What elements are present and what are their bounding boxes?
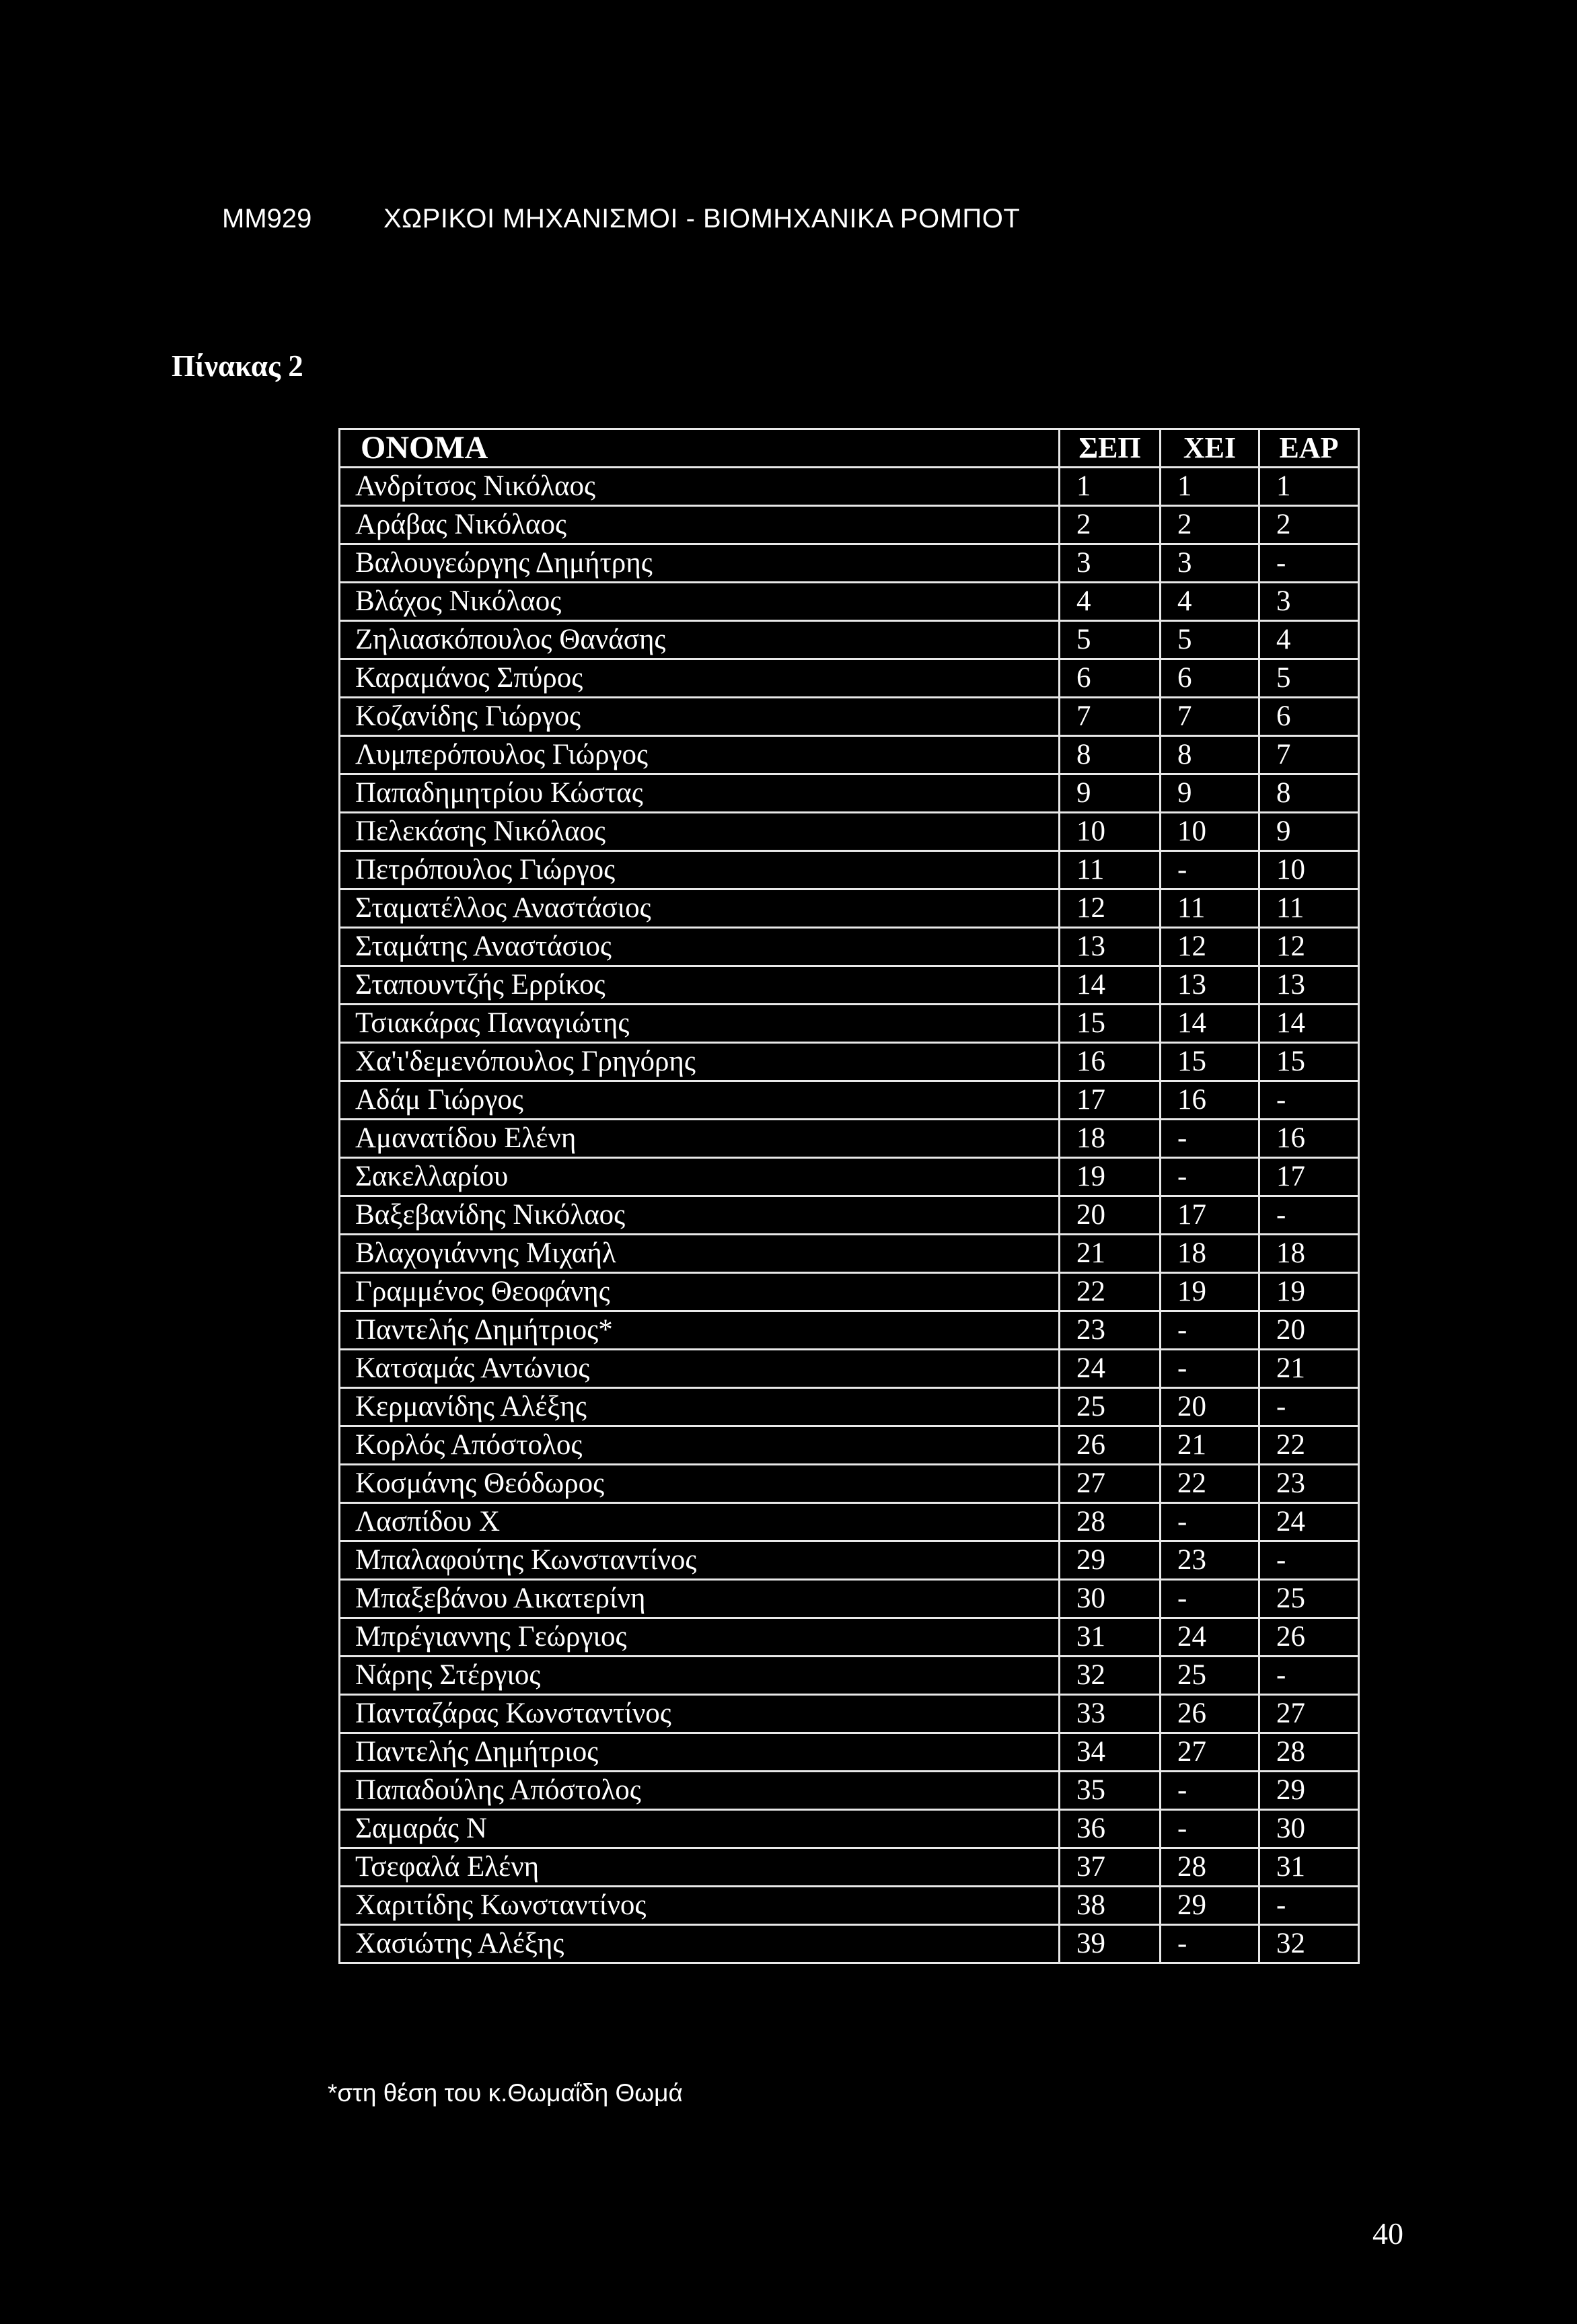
cell-name: Λασπίδου Χ: [340, 1503, 1060, 1541]
cell-name: Μπαλαφούτης Κωνσταντίνος: [340, 1541, 1060, 1580]
cell-xei: 29: [1161, 1887, 1259, 1925]
cell-sep: 33: [1060, 1695, 1161, 1733]
cell-ear: 14: [1259, 1005, 1359, 1043]
cell-xei: 4: [1161, 583, 1259, 621]
cell-sep: 39: [1060, 1925, 1161, 1963]
table-row: [340, 544, 1359, 583]
table-row: [340, 1350, 1359, 1388]
cell-name: Σταματέλλος Αναστάσιος: [340, 889, 1060, 928]
cell-sep: 36: [1060, 1810, 1161, 1848]
table-row: [340, 774, 1359, 813]
cell-ear: 30: [1259, 1810, 1359, 1848]
table-row: [340, 851, 1359, 889]
cell-sep: 30: [1060, 1580, 1161, 1618]
cell-name: Παντελής Δημήτριος*: [340, 1311, 1060, 1350]
cell-xei: 15: [1161, 1043, 1259, 1081]
cell-name: Χαριτίδης Κωνσταντίνος: [340, 1887, 1060, 1925]
table-row: [340, 813, 1359, 851]
table-row: [340, 1618, 1359, 1657]
column-header-xei: ΧΕΙ: [1161, 429, 1259, 468]
cell-xei: 13: [1161, 966, 1259, 1005]
course-title: ΧΩΡΙΚΟΙ ΜΗΧΑΝΙΣΜΟΙ - ΒΙΟΜΗΧΑΝΙΚΑ ΡΟΜΠΟΤ: [383, 204, 1021, 233]
table-row: [340, 583, 1359, 621]
cell-xei: -: [1161, 1580, 1259, 1618]
cell-ear: 6: [1259, 698, 1359, 736]
cell-name: Βαξεβανίδης Νικόλαος: [340, 1196, 1060, 1235]
table-row: [340, 1311, 1359, 1350]
table-header-row: [340, 429, 1359, 468]
table-row: [340, 1465, 1359, 1503]
cell-name: Καραμάνος Σπύρος: [340, 659, 1060, 698]
cell-xei: 6: [1161, 659, 1259, 698]
cell-xei: 1: [1161, 468, 1259, 506]
table-row: [340, 1196, 1359, 1235]
cell-ear: 8: [1259, 774, 1359, 813]
cell-xei: 18: [1161, 1235, 1259, 1273]
cell-name: Σταμάτης Αναστάσιος: [340, 928, 1060, 966]
cell-ear: 24: [1259, 1503, 1359, 1541]
cell-sep: 18: [1060, 1120, 1161, 1158]
cell-xei: 9: [1161, 774, 1259, 813]
cell-sep: 4: [1060, 583, 1161, 621]
table-row: [340, 1273, 1359, 1311]
table-row: [340, 1848, 1359, 1887]
footnote: *στη θέση του κ.Θωμαΐδη Θωμά: [328, 2079, 683, 2107]
cell-name: Χασιώτης Αλέξης: [340, 1925, 1060, 1963]
cell-ear: 26: [1259, 1618, 1359, 1657]
cell-name: Ανδρίτσος Νικόλαος: [340, 468, 1060, 506]
cell-xei: 25: [1161, 1657, 1259, 1695]
table-row: [340, 468, 1359, 506]
cell-sep: 21: [1060, 1235, 1161, 1273]
cell-sep: 17: [1060, 1081, 1161, 1120]
cell-name: Χα'ι'δεμενόπουλος Γρηγόρης: [340, 1043, 1060, 1081]
cell-ear: 19: [1259, 1273, 1359, 1311]
table-row: [340, 698, 1359, 736]
cell-name: Κοσμάνης Θεόδωρος: [340, 1465, 1060, 1503]
cell-xei: -: [1161, 851, 1259, 889]
cell-xei: 21: [1161, 1426, 1259, 1465]
cell-sep: 16: [1060, 1043, 1161, 1081]
cell-sep: 20: [1060, 1196, 1161, 1235]
cell-name: Παντελής Δημήτριος: [340, 1733, 1060, 1772]
table-row: [340, 506, 1359, 544]
cell-ear: 3: [1259, 583, 1359, 621]
table-row: [340, 1772, 1359, 1810]
cell-sep: 6: [1060, 659, 1161, 698]
cell-ear: 21: [1259, 1350, 1359, 1388]
cell-xei: 22: [1161, 1465, 1259, 1503]
cell-name: Κατσαμάς Αντώνιος: [340, 1350, 1060, 1388]
cell-name: Πελεκάσης Νικόλαος: [340, 813, 1060, 851]
cell-sep: 3: [1060, 544, 1161, 583]
table-row: [340, 1120, 1359, 1158]
table-row: [340, 1925, 1359, 1963]
cell-name: Γραμμένος Θεοφάνης: [340, 1273, 1060, 1311]
cell-ear: 20: [1259, 1311, 1359, 1350]
table-caption: Πίνακας 2: [172, 349, 303, 383]
cell-xei: 19: [1161, 1273, 1259, 1311]
cell-sep: 26: [1060, 1426, 1161, 1465]
cell-name: Τσεφαλά Ελένη: [340, 1848, 1060, 1887]
cell-sep: 38: [1060, 1887, 1161, 1925]
cell-ear: 12: [1259, 928, 1359, 966]
cell-sep: 31: [1060, 1618, 1161, 1657]
cell-ear: 15: [1259, 1043, 1359, 1081]
cell-name: Μπαξεβάνου Αικατερίνη: [340, 1580, 1060, 1618]
cell-ear: 9: [1259, 813, 1359, 851]
table-row: [340, 1733, 1359, 1772]
cell-ear: 31: [1259, 1848, 1359, 1887]
cell-xei: -: [1161, 1350, 1259, 1388]
cell-sep: 23: [1060, 1311, 1161, 1350]
cell-sep: 35: [1060, 1772, 1161, 1810]
course-code: ΜΜ929: [222, 204, 312, 233]
cell-xei: 17: [1161, 1196, 1259, 1235]
cell-name: Κοζανίδης Γιώργος: [340, 698, 1060, 736]
cell-xei: 11: [1161, 889, 1259, 928]
column-header-name: ΟΝΟΜΑ: [340, 429, 1060, 468]
cell-name: Μπρέγιαννης Γεώργιος: [340, 1618, 1060, 1657]
cell-xei: -: [1161, 1311, 1259, 1350]
cell-xei: 5: [1161, 621, 1259, 659]
cell-ear: 25: [1259, 1580, 1359, 1618]
cell-name: Αδάμ Γιώργος: [340, 1081, 1060, 1120]
cell-name: Τσιακάρας Παναγιώτης: [340, 1005, 1060, 1043]
cell-ear: 28: [1259, 1733, 1359, 1772]
table-row: [340, 1235, 1359, 1273]
table-row: [340, 1503, 1359, 1541]
cell-ear: 11: [1259, 889, 1359, 928]
cell-xei: 20: [1161, 1388, 1259, 1426]
column-header-sep: ΣΕΠ: [1060, 429, 1161, 468]
cell-xei: -: [1161, 1158, 1259, 1196]
cell-name: Αράβας Νικόλαος: [340, 506, 1060, 544]
cell-xei: 3: [1161, 544, 1259, 583]
table-row: [340, 1081, 1359, 1120]
table-row: [340, 1388, 1359, 1426]
cell-ear: -: [1259, 1887, 1359, 1925]
cell-sep: 9: [1060, 774, 1161, 813]
cell-name: Κορλός Απόστολος: [340, 1426, 1060, 1465]
cell-sep: 10: [1060, 813, 1161, 851]
cell-ear: -: [1259, 1388, 1359, 1426]
cell-ear: 23: [1259, 1465, 1359, 1503]
cell-name: Πανταζάρας Κωνσταντίνος: [340, 1695, 1060, 1733]
table-body: [340, 468, 1359, 1963]
cell-xei: 16: [1161, 1081, 1259, 1120]
table-row: [340, 1005, 1359, 1043]
cell-name: Παπαδημητρίου Κώστας: [340, 774, 1060, 813]
results-table: [338, 428, 1360, 1964]
cell-sep: 37: [1060, 1848, 1161, 1887]
cell-xei: 14: [1161, 1005, 1259, 1043]
table-row: [340, 928, 1359, 966]
cell-xei: 12: [1161, 928, 1259, 966]
cell-ear: 18: [1259, 1235, 1359, 1273]
cell-name: Βλάχος Νικόλαος: [340, 583, 1060, 621]
cell-sep: 34: [1060, 1733, 1161, 1772]
table-row: [340, 1043, 1359, 1081]
cell-sep: 25: [1060, 1388, 1161, 1426]
cell-ear: 7: [1259, 736, 1359, 774]
cell-ear: 13: [1259, 966, 1359, 1005]
cell-ear: 2: [1259, 506, 1359, 544]
cell-xei: 7: [1161, 698, 1259, 736]
cell-xei: 28: [1161, 1848, 1259, 1887]
cell-ear: 32: [1259, 1925, 1359, 1963]
cell-sep: 12: [1060, 889, 1161, 928]
cell-ear: 16: [1259, 1120, 1359, 1158]
cell-xei: 2: [1161, 506, 1259, 544]
cell-ear: 4: [1259, 621, 1359, 659]
cell-xei: -: [1161, 1120, 1259, 1158]
table-row: [340, 736, 1359, 774]
cell-name: Παπαδούλης Απόστολος: [340, 1772, 1060, 1810]
table-row: [340, 659, 1359, 698]
cell-sep: 13: [1060, 928, 1161, 966]
column-header-ear: ΕΑΡ: [1259, 429, 1359, 468]
table-row: [340, 966, 1359, 1005]
cell-ear: 5: [1259, 659, 1359, 698]
cell-sep: 7: [1060, 698, 1161, 736]
cell-name: Αμανατίδου Ελένη: [340, 1120, 1060, 1158]
table-row: [340, 1810, 1359, 1848]
table-row: [340, 1887, 1359, 1925]
cell-ear: 1: [1259, 468, 1359, 506]
cell-sep: 32: [1060, 1657, 1161, 1695]
cell-name: Βαλουγεώργης Δημήτρης: [340, 544, 1060, 583]
cell-xei: 8: [1161, 736, 1259, 774]
cell-ear: -: [1259, 1657, 1359, 1695]
cell-sep: 11: [1060, 851, 1161, 889]
cell-ear: 17: [1259, 1158, 1359, 1196]
cell-name: Νάρης Στέργιος: [340, 1657, 1060, 1695]
table-row: [340, 1695, 1359, 1733]
cell-sep: 1: [1060, 468, 1161, 506]
cell-ear: -: [1259, 1541, 1359, 1580]
table-row: [340, 621, 1359, 659]
page-number: 40: [1372, 2216, 1403, 2251]
cell-ear: 22: [1259, 1426, 1359, 1465]
table-row: [340, 1426, 1359, 1465]
cell-xei: -: [1161, 1810, 1259, 1848]
cell-sep: 24: [1060, 1350, 1161, 1388]
cell-ear: -: [1259, 1196, 1359, 1235]
cell-sep: 8: [1060, 736, 1161, 774]
cell-ear: -: [1259, 544, 1359, 583]
cell-sep: 2: [1060, 506, 1161, 544]
cell-ear: 10: [1259, 851, 1359, 889]
cell-ear: 27: [1259, 1695, 1359, 1733]
table-row: [340, 1541, 1359, 1580]
table-row: [340, 1158, 1359, 1196]
cell-name: Σταπουντζής Ερρίκος: [340, 966, 1060, 1005]
table-row: [340, 889, 1359, 928]
cell-xei: -: [1161, 1772, 1259, 1810]
cell-sep: 15: [1060, 1005, 1161, 1043]
table-row: [340, 1657, 1359, 1695]
cell-xei: -: [1161, 1503, 1259, 1541]
cell-sep: 27: [1060, 1465, 1161, 1503]
cell-name: Σακελλαρίου: [340, 1158, 1060, 1196]
cell-name: Πετρόπουλος Γιώργος: [340, 851, 1060, 889]
cell-xei: 27: [1161, 1733, 1259, 1772]
cell-sep: 19: [1060, 1158, 1161, 1196]
cell-name: Ζηλιασκόπουλος Θανάσης: [340, 621, 1060, 659]
cell-sep: 14: [1060, 966, 1161, 1005]
cell-sep: 29: [1060, 1541, 1161, 1580]
cell-ear: -: [1259, 1081, 1359, 1120]
cell-name: Λυμπερόπουλος Γιώργος: [340, 736, 1060, 774]
cell-ear: 29: [1259, 1772, 1359, 1810]
cell-xei: 10: [1161, 813, 1259, 851]
cell-sep: 22: [1060, 1273, 1161, 1311]
cell-xei: 26: [1161, 1695, 1259, 1733]
cell-name: Σαμαράς Ν: [340, 1810, 1060, 1848]
cell-name: Βλαχογιάννης Μιχαήλ: [340, 1235, 1060, 1273]
cell-xei: 24: [1161, 1618, 1259, 1657]
cell-sep: 28: [1060, 1503, 1161, 1541]
table-row: [340, 1580, 1359, 1618]
cell-name: Κερμανίδης Αλέξης: [340, 1388, 1060, 1426]
cell-xei: 23: [1161, 1541, 1259, 1580]
cell-xei: -: [1161, 1925, 1259, 1963]
cell-sep: 5: [1060, 621, 1161, 659]
